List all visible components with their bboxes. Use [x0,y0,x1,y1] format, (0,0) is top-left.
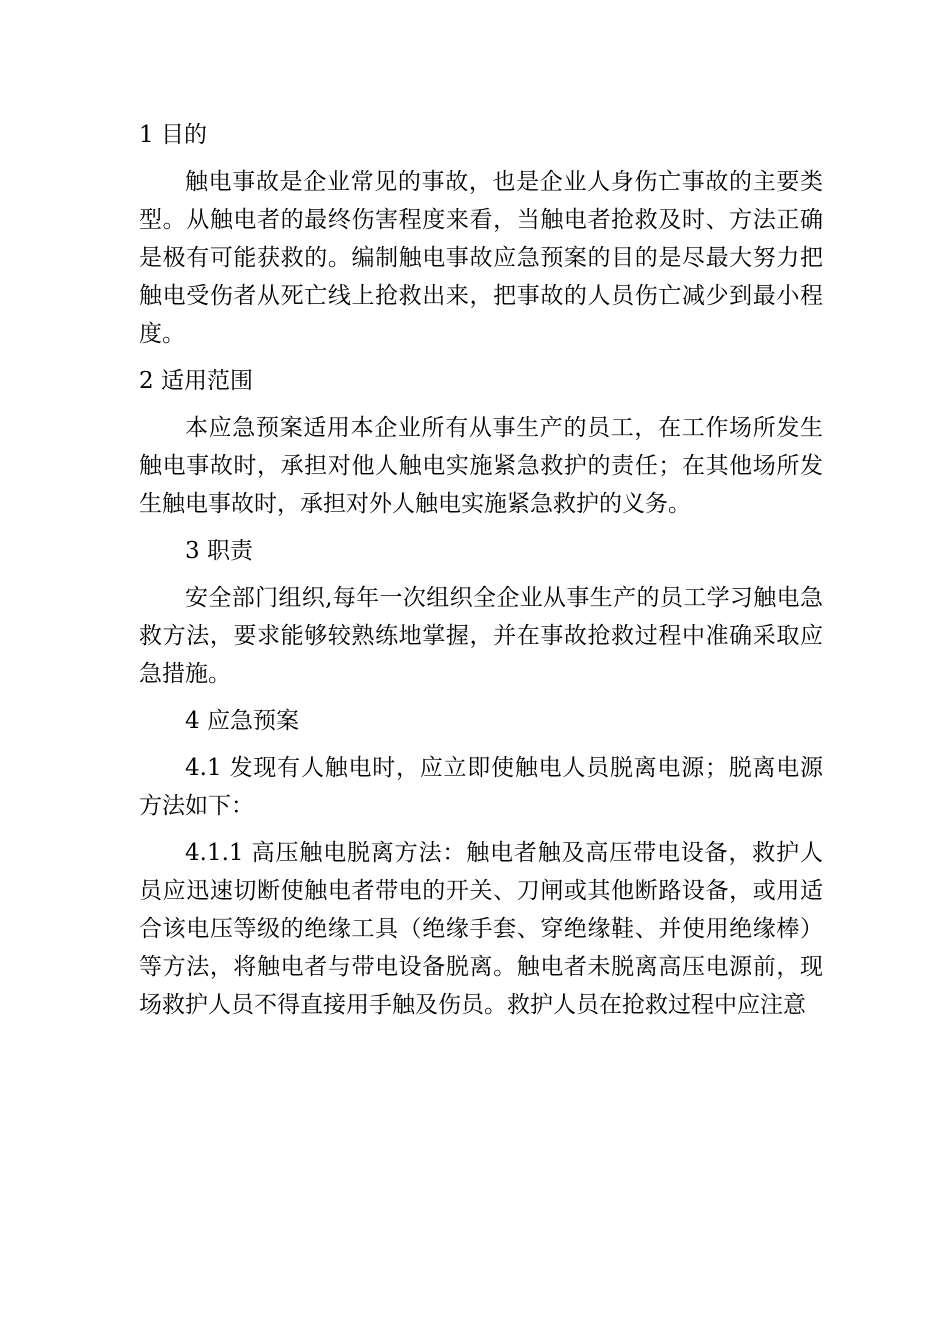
section-heading-purpose: 1 目的 [139,122,207,148]
paragraph-emergency-4-1: 4.1 发现有人触电时，应立即使触电人员脱离电源；脱离电源方法如下： [139,755,823,819]
section-heading-scope: 2 适用范围 [139,368,253,394]
section-heading-emergency-plan: 4 应急预案 [185,708,299,734]
paragraph-responsibilities: 安全部门组织,每年一次组织全企业从事生产的员工学习触电急救方法，要求能够较熟练地掌握，并在事故抢救过程中准确采取应急措施。 [139,585,823,687]
document-body [139,116,823,1024]
paragraph-scope: 本应急预案适用本企业所有从事生产的员工，在工作场所发生触电事故时，承担对他人触电实施紧急救护的责任；在其他场所发生触电事故时，承担对外人触电实施紧急救护的义务。 [139,415,823,517]
paragraph-purpose: 触电事故是企业常见的事故，也是企业人身伤亡事故的主要类型。从触电者的最终伤害程度来看，当触电者抢救及时、方法正确是极有可能获救的。编制触电事故应急预案的目的是尽最大努力把触电受伤者从死亡线上抢救出来，把事故的人员伤亡减少到最小程度。 [139,169,823,347]
paragraph-emergency-4-1-1: 4.1.1 高压触电脱离方法：触电者触及高压带电设备，救护人员应迅速切断使触电者带电的开关、刀闸或其他断路设备，或用适合该电压等级的绝缘工具（绝缘手套、穿绝缘鞋、并使用绝缘棒）等方法，将触电者与带电设备脱离。触电者未脱离高压电源前，现场救护人员不得直接用手触及伤员。救护人员在抢救过程中应注意 [139,840,823,1018]
section-heading-responsibilities: 3 职责 [185,538,253,564]
